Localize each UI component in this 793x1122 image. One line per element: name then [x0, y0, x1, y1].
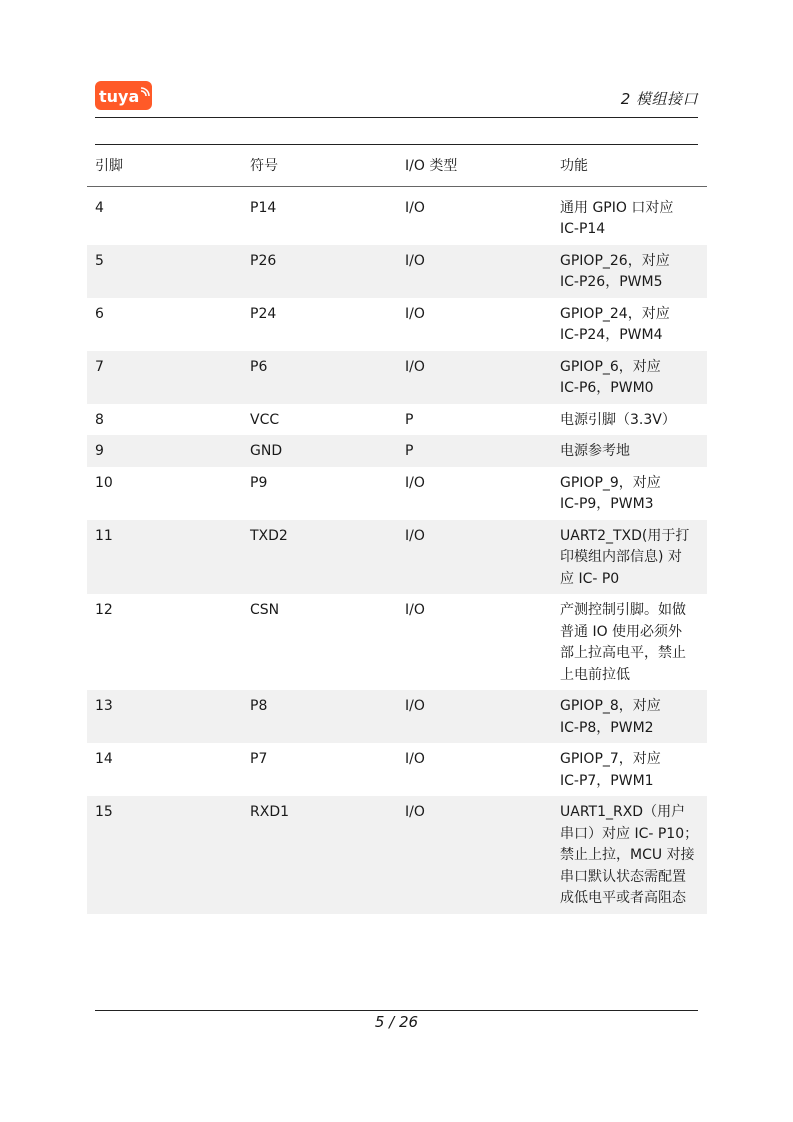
cell-pin: 6 — [95, 305, 104, 322]
cell-function: GPIOP_8，对应 IC-P8，PWM2 — [552, 690, 707, 743]
cell-io: I/O — [405, 305, 425, 322]
tuya-logo-mark — [97, 85, 150, 107]
table-row — [87, 245, 707, 298]
cell-pin: 8 — [95, 411, 104, 428]
cell-function: GPIOP_9，对应 IC-P9，PWM3 — [560, 474, 661, 512]
cell-io: I/O — [397, 520, 552, 595]
cell-symbol: P8 — [242, 690, 397, 743]
cell-function: 电源引脚（3.3V） — [560, 411, 676, 428]
cell-io: I/O — [405, 751, 425, 767]
cell-io: I/O — [405, 199, 425, 216]
table-row — [87, 404, 707, 436]
cell-io: I/O — [405, 602, 425, 618]
cell-function: 产测控制引脚。如做 普通 IO 使用必须外 部上拉高电平，禁止 上电前拉低 — [560, 602, 686, 683]
cell-symbol: TXD2 — [242, 520, 397, 595]
cell-pin: 5 — [87, 245, 242, 298]
footer-divider — [95, 1010, 698, 1011]
cell-function: GPIOP_24，对应 IC-P24，PWM4 — [560, 305, 670, 343]
cell-io: P — [405, 411, 414, 428]
cell-function: 电源参考地 — [552, 435, 707, 467]
cell-symbol: P26 — [242, 245, 397, 298]
cell-pin: 7 — [87, 351, 242, 404]
header-io-type: I/O 类型 — [397, 145, 552, 186]
pin-table — [87, 145, 707, 914]
cell-pin: 4 — [95, 199, 104, 216]
cell-pin: 13 — [87, 690, 242, 743]
cell-function: 通用 GPIO 口对应 IC-P14 — [560, 199, 674, 237]
cell-io: I/O — [397, 796, 552, 914]
table-row — [87, 186, 707, 245]
cell-function: GPIOP_6，对应 IC-P6，PWM0 — [552, 351, 707, 404]
cell-symbol: VCC — [250, 411, 280, 428]
cell-symbol: P24 — [250, 305, 277, 322]
table-row — [87, 467, 707, 520]
cell-io: I/O — [397, 245, 552, 298]
header-function: 功能 — [552, 145, 707, 186]
cell-pin: 12 — [95, 602, 113, 618]
table-row — [87, 520, 707, 595]
table-row — [87, 594, 707, 690]
cell-symbol: P9 — [250, 474, 268, 491]
cell-function: GPIOP_26，对应 IC-P26，PWM5 — [552, 245, 707, 298]
table-row — [87, 690, 707, 743]
cell-symbol: GND — [242, 435, 397, 467]
cell-pin: 9 — [87, 435, 242, 467]
table-header-row — [87, 145, 707, 186]
cell-symbol: CSN — [250, 602, 280, 618]
header-pin: 引脚 — [87, 145, 242, 186]
table-row — [87, 743, 707, 796]
cell-symbol: P14 — [250, 199, 277, 216]
cell-io: I/O — [397, 690, 552, 743]
cell-symbol: P6 — [242, 351, 397, 404]
header-divider — [95, 117, 698, 118]
cell-function: UART2_TXD(用于打 印模组内部信息) 对 应 IC- P0 — [552, 520, 707, 595]
section-title: 2 模组接口 — [620, 90, 698, 108]
cell-pin: 10 — [95, 474, 113, 491]
cell-symbol: RXD1 — [242, 796, 397, 914]
logo-text: tuya — [99, 86, 140, 106]
cell-io: I/O — [397, 351, 552, 404]
cell-pin: 14 — [95, 751, 113, 767]
page-number: 5 / 26 — [374, 1013, 419, 1031]
cell-function: GPIOP_7，对应 IC-P7，PWM1 — [560, 751, 661, 789]
tuya-logo — [95, 81, 152, 110]
cell-function: UART1_RXD（用户 串口）对应 IC- P10； 禁止上拉，MCU 对接 串口默认状态需配置 成低电平或者高阻态 — [552, 796, 707, 914]
cell-symbol: P7 — [250, 751, 268, 767]
cell-pin: 11 — [87, 520, 242, 595]
table-row — [87, 351, 707, 404]
table-row — [87, 796, 707, 914]
cell-io: P — [397, 435, 552, 467]
cell-io: I/O — [405, 474, 425, 491]
header-symbol: 符号 — [242, 145, 397, 186]
table-row — [87, 298, 707, 351]
table-row — [87, 435, 707, 467]
cell-pin: 15 — [87, 796, 242, 914]
